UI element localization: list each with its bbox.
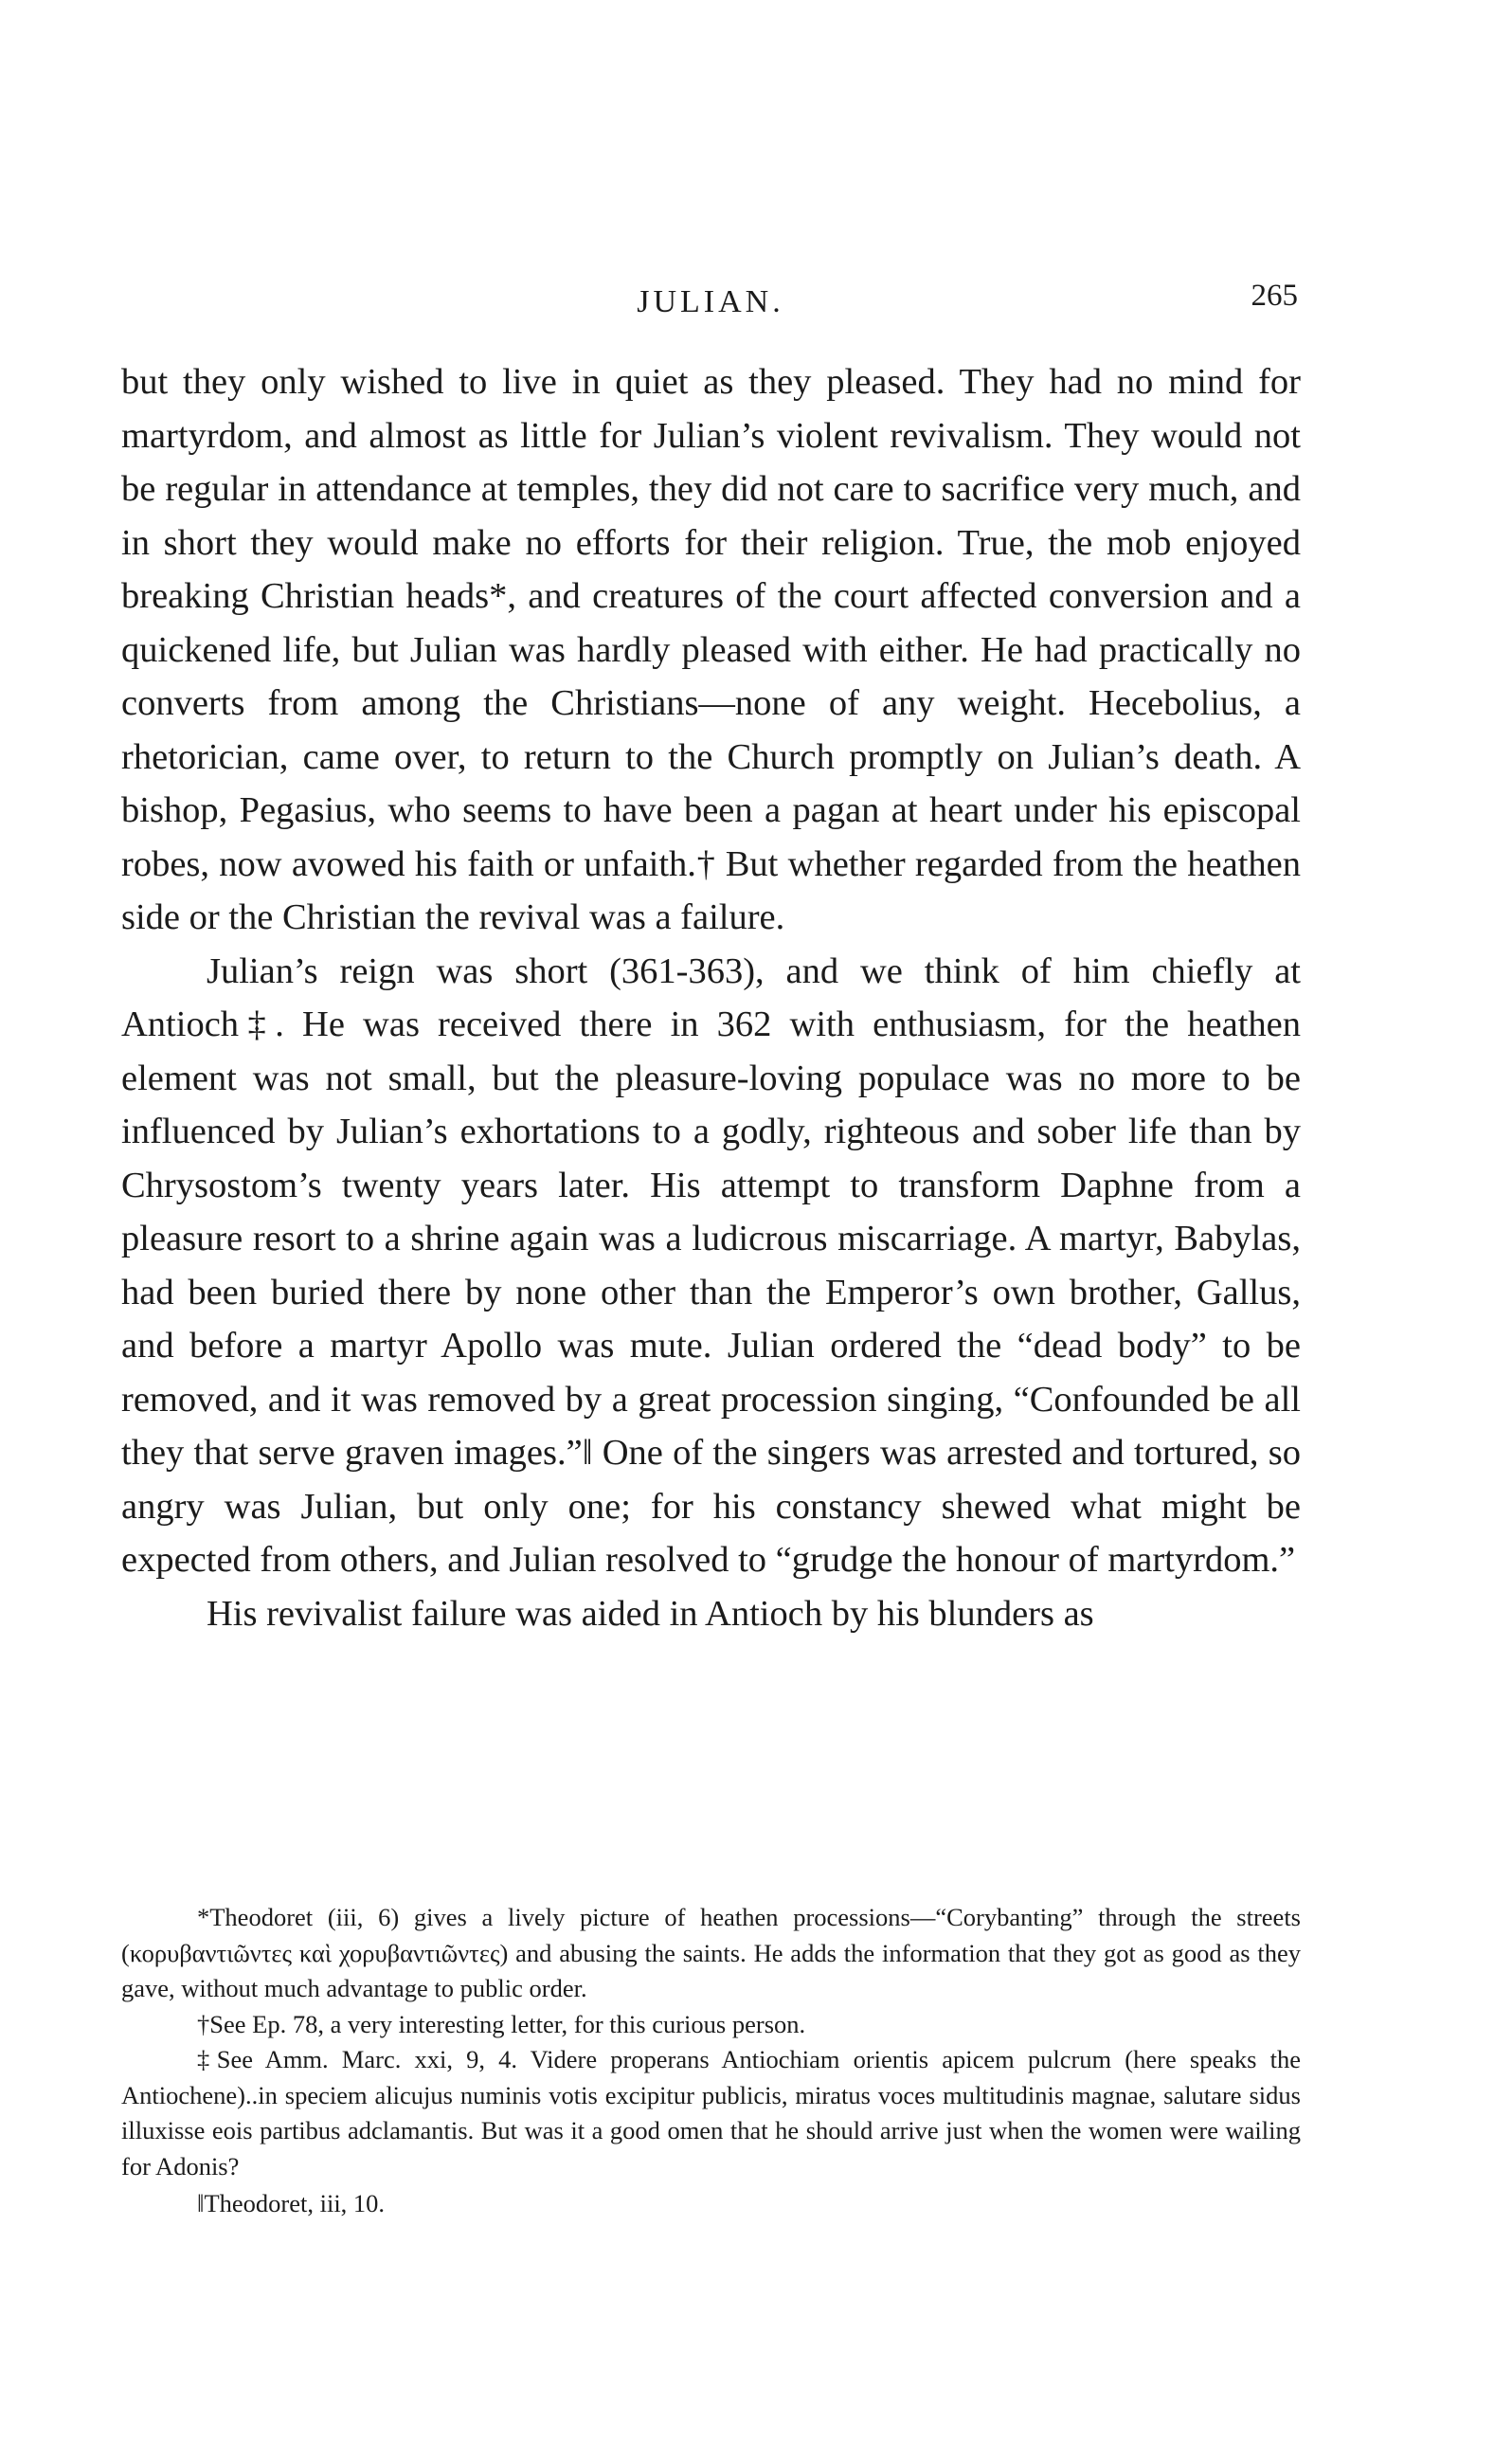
footnote-epistle: †See Ep. 78, a very interesting letter, for this curious person. [197,2009,806,2038]
main-text [121,355,1301,1640]
footnote-ammianus: ‡See Amm. Marc. xxi, 9, 4. Videre properans Antiochiam orientis apicem pulcrum (here speaks the Antiochene)..in speciem alicujus numinis votis excipitur publicis, miratus voces multitudinis magnae, salutare sidus illuxisse eois partibus adclamantis. But was it a good omen that he should arrive just when the women were wailing for Adonis? [121,2045,1301,2181]
paragraph-3: His revivalist failure was aided in Antioch by his blunders as [207,1593,1094,1634]
page-number: 265 [1251,279,1298,313]
running-head [123,279,1298,341]
footnote-theodoret-iii-10: ‖Theodoret, iii, 10. [197,2189,386,2217]
footnote-theodoret: *Theodoret (iii, 6) gives a lively picture of heathen processions—“Corybanting” through the streets (κορυβαντιῶντες καὶ χορυβαντιῶντες) and abusing the saints. He adds the information that they got as good as they gave, without much advantage to public order. [121,1903,1301,2002]
running-title: JULIAN. [637,284,784,319]
paragraph-2: Julian’s reign was short (361-363), and we think of him chiefly at Antioch‡. He was received there in 362 with enthusiasm, for the heathen element was not small, but the pleasure-loving populace was no more to be influenced by Julian’s exhortations to a godly, righteous and sober life than by Chrysostom’s twenty years later. His attempt to transform Daphne from a pleasure resort to a shrine again was a ludicrous miscarriage. A martyr, Babylas, had been buried there by none other than the Emperor’s own brother, Gallus, and before a martyr Apollo was mute. Julian ordered the “dead body” to be removed, and it was removed by a great procession singing, “Confounded be all they that serve graven images.”‖ One of the singers was arrested and tortured, so angry was Julian, but only one; for his constancy shewed what might be expected from others, and Julian resolved to “grudge the honour of martyrdom.” [121,950,1301,1580]
paragraph-1: but they only wished to live in quiet as they pleased. They had no mind for martyrdom, and almost as little for Julian’s violent revivalism. They would not be regular in attendance at temples, they did not care to sacrifice very much, and in short they would make no efforts for their religion. True, the mob enjoyed breaking Christian heads*, and creatures of the court affected conversion and a quickened life, but Julian was hardly pleased with either. He had practically no converts from among the Christians—none of any weight. Hecebolius, a rhetorician, came over, to return to the Church promptly on Julian’s death. A bishop, Pegasius, who seems to have been a pagan at heart under his episcopal robes, now avowed his faith or unfaith.† But whether regarded from the heathen side or the Christian the revival was a failure. [121,362,1301,937]
footnotes [121,1900,1301,2222]
